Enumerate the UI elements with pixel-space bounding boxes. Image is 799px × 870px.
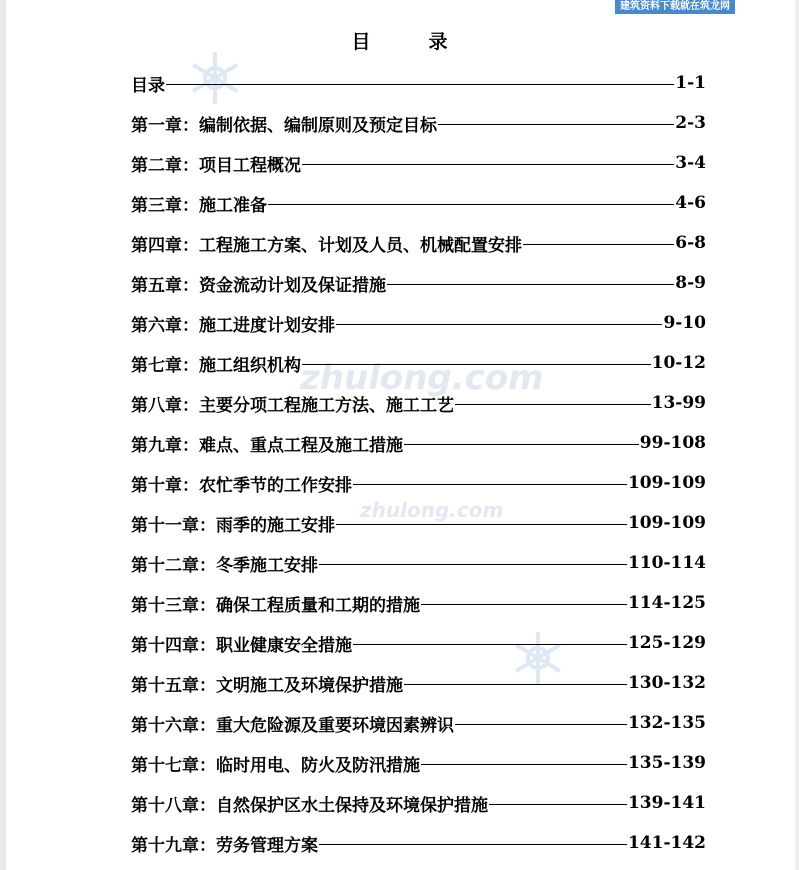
toc-entry-page: 130-132	[627, 673, 706, 693]
toc-leader-line	[421, 764, 627, 765]
toc-leader-line	[336, 324, 662, 325]
toc-entry[interactable]	[131, 823, 706, 863]
toc-entry[interactable]	[131, 63, 706, 103]
toc-entry-label: 目录	[131, 75, 165, 96]
toc-entry-page: 132-135	[627, 713, 706, 733]
toc-entry-page: 4-6	[675, 193, 706, 213]
toc-entry-page: 110-114	[627, 553, 706, 573]
toc-entry-page: 10-12	[651, 353, 706, 373]
toc-leader-line	[302, 364, 651, 365]
toc-entry-page: 9-10	[663, 313, 706, 333]
toc-leader-line	[353, 484, 627, 485]
toc-entry-label: 第十四章：职业健康安全措施	[131, 635, 352, 656]
toc-entry-page: 6-8	[675, 233, 706, 253]
toc-entry-label: 第十一章：雨季的施工安排	[131, 515, 335, 536]
watermark-text: zhulong.com	[300, 358, 544, 398]
toc-entry[interactable]	[131, 463, 706, 503]
toc-entry-label: 第八章：主要分项工程施工方法、施工工艺	[131, 395, 454, 416]
toc-entry[interactable]	[131, 183, 706, 223]
toc-entry[interactable]	[131, 343, 706, 383]
toc-leader-line	[268, 204, 674, 205]
toc-entry[interactable]	[131, 583, 706, 623]
toc-leader-line	[523, 244, 674, 245]
toc-entry-label: 第一章：编制依据、编制原则及预定目标	[131, 115, 437, 136]
toc-entry-page: 99-108	[639, 433, 706, 453]
toc-entry-label: 第十章：农忙季节的工作安排	[131, 475, 352, 496]
toc-leader-line	[387, 284, 674, 285]
toc-leader-line	[438, 124, 674, 125]
toc-entry[interactable]	[131, 543, 706, 583]
toc-entry-label: 第十八章：自然保护区水土保持及环境保护措施	[131, 795, 488, 816]
toc-leader-line	[353, 644, 627, 645]
toc-leader-line	[489, 804, 627, 805]
toc-entry[interactable]	[131, 663, 706, 703]
toc-entry-page: 135-139	[627, 753, 706, 773]
site-banner[interactable]: 建筑资料下载就在筑龙网	[615, 0, 735, 14]
toc-entry-label: 第五章：资金流动计划及保证措施	[131, 275, 386, 296]
toc-entry-label: 第十九章：劳务管理方案	[131, 835, 318, 856]
table-of-contents	[131, 63, 706, 863]
toc-entry-label: 第六章：施工进度计划安排	[131, 315, 335, 336]
toc-entry-label: 第十六章：重大危险源及重要环境因素辨识	[131, 715, 454, 736]
toc-entry-label: 第四章：工程施工方案、计划及人员、机械配置安排	[131, 235, 522, 256]
toc-entry-label: 第三章：施工准备	[131, 195, 267, 216]
toc-entry[interactable]	[131, 383, 706, 423]
toc-entry-label: 第十三章：确保工程质量和工期的措施	[131, 595, 420, 616]
toc-entry-label: 第十二章：冬季施工安排	[131, 555, 318, 576]
toc-entry[interactable]	[131, 503, 706, 543]
watermark-text-small: zhulong.com	[360, 498, 504, 522]
toc-entry-label: 第十五章：文明施工及环境保护措施	[131, 675, 403, 696]
toc-entry-page: 125-129	[627, 633, 706, 653]
toc-entry-label: 第二章：项目工程概况	[131, 155, 301, 176]
toc-entry[interactable]	[131, 143, 706, 183]
toc-entry-label: 第七章：施工组织机构	[131, 355, 301, 376]
toc-entry-page: 8-9	[675, 273, 706, 293]
toc-entry[interactable]	[131, 103, 706, 143]
toc-leader-line	[404, 444, 639, 445]
toc-entry[interactable]	[131, 223, 706, 263]
toc-leader-line	[319, 844, 627, 845]
toc-entry-page: 109-109	[627, 513, 706, 533]
toc-leader-line	[404, 684, 627, 685]
toc-leader-line	[302, 164, 674, 165]
toc-entry[interactable]	[131, 303, 706, 343]
toc-entry[interactable]	[131, 623, 706, 663]
toc-leader-line	[319, 564, 627, 565]
toc-entry-label: 第九章：难点、重点工程及施工措施	[131, 435, 403, 456]
toc-leader-line	[421, 604, 627, 605]
toc-entry-page: 114-125	[627, 593, 706, 613]
toc-entry-label: 第十七章：临时用电、防火及防汛措施	[131, 755, 420, 776]
toc-entry-page: 139-141	[627, 793, 706, 813]
toc-entry[interactable]	[131, 743, 706, 783]
toc-entry[interactable]	[131, 703, 706, 743]
toc-entry-page: 13-99	[651, 393, 706, 413]
toc-leader-line	[166, 84, 674, 85]
toc-leader-line	[455, 404, 651, 405]
page-edge-left	[0, 0, 6, 870]
toc-title: 目录	[351, 31, 506, 53]
page-edge-right	[795, 0, 799, 870]
toc-entry-page: 1-1	[675, 73, 706, 93]
toc-entry[interactable]	[131, 783, 706, 823]
toc-entry-page: 2-3	[675, 113, 706, 133]
toc-entry[interactable]	[131, 423, 706, 463]
toc-entry[interactable]	[131, 263, 706, 303]
toc-leader-line	[455, 724, 627, 725]
toc-entry-page: 109-109	[627, 473, 706, 493]
toc-leader-line	[336, 524, 627, 525]
toc-entry-page: 3-4	[675, 153, 706, 173]
toc-entry-page: 141-142	[627, 833, 706, 853]
